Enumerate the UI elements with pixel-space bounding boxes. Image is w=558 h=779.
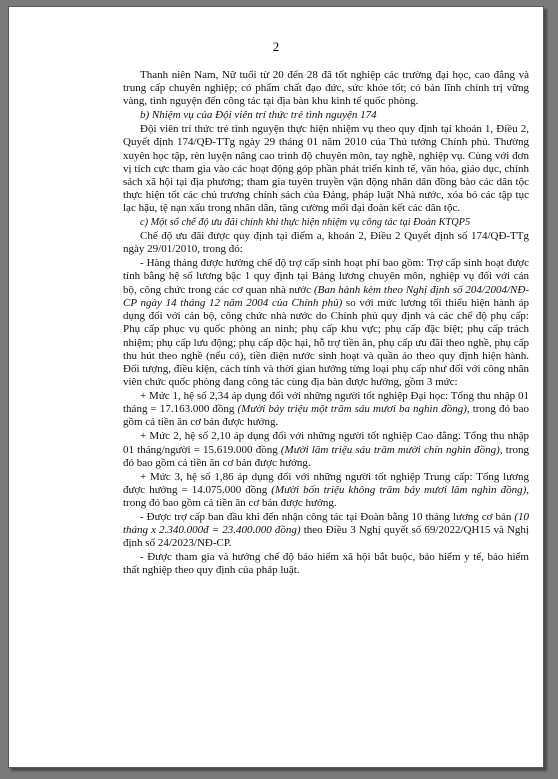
- paragraph-duties: Đội viên trí thức trẻ tình nguyện thực hiện nhiệm vụ theo quy định tại khoản 1, Điều 2, Quyết định 174/QĐ-TTg ngày 29 tháng 01 năm 2010 của Thủ tướng Chính phủ. Thường xuyên học tập, rèn luyện nâng cao trình độ chuyên môn, tay nghề, nghiệp vụ. Cùng với đơn vị tích cực tham gia vào các hoạt động góp phần phát triển kinh tế, văn hóa, giáo dục, chính sách xã hội tại địa phương; tham gia tuyên truyền vận động nhân dân đồng bào các dân tộc thực hiện tốt các chủ trương chính sách của Đảng, pháp luật Nhà nước, xóa bỏ các tập tục lạc hậu, tệ nạn xấu trong nhân dân, tăng cường mối đại đoàn kết các dân tộc.: [123, 123, 529, 215]
- text-run: theo Điều 3 Nghị quyết số 69/2022/QH15 và Nghị định số 24/2023/NĐ-CP.: [123, 524, 529, 550]
- paragraph-monthly-allowance: [123, 257, 529, 389]
- text-run: + Mức 3, hệ số 1,86 áp dụng đối với những người tốt nghiệp Trung cấp: Tổng lương được hưởng = 14.075.000 đồng: [123, 470, 529, 496]
- text-run-italic: (Mười bốn triệu không trăm bảy mươi lăm nghìn đồng): [271, 483, 527, 496]
- document-body: [123, 69, 529, 578]
- paragraph-initial-allowance: [123, 511, 529, 551]
- section-heading-duties: b) Nhiệm vụ của Đội viên trí thức trẻ tình nguyện 174: [140, 109, 377, 122]
- text-run: , trong đó bao gồm cả tiền ăn cơ bản được hưởng.: [123, 443, 529, 469]
- paragraph-eligibility: Thanh niên Nam, Nữ tuổi từ 20 đến 28 đã tốt nghiệp các trường đại học, cao đẳng và trung cấp chuyên nghiệp; có phẩm chất đạo đức, sức khỏe tốt; có bản lĩnh chính trị vững vàng, tình nguyện đến công tác tại địa bàn khu kinh tế quốc phòng.: [123, 69, 529, 108]
- paragraph-insurance: - Được tham gia và hưởng chế độ bảo hiểm xã hội bắt buộc, bảo hiểm y tế, bảo hiểm thất nghiệp theo quy định của pháp luật.: [123, 551, 529, 577]
- text-run: - Hàng tháng được hưởng chế độ trợ cấp sinh hoạt phí bao gồm: Trợ cấp sinh hoạt được tính bằng hệ số lương bậc 1 quy định tại Bảng lương chuyên môn, nghiệp vụ đối với cán bộ, công chức trong các cơ quan nhà nước: [123, 257, 529, 296]
- text-run: - Được trợ cấp ban đầu khi đến nhận công tác tại Đoàn bằng 10 tháng lương cơ bản: [140, 510, 515, 523]
- text-run: , trong đó bao gồm cả tiền ăn cơ bản được hưởng.: [123, 483, 529, 509]
- page-number: 2: [272, 39, 280, 54]
- text-run-italic: (Mười lăm triệu sáu trăm mười chín nghìn đồng): [280, 443, 500, 456]
- paragraph-level-3: [123, 471, 529, 511]
- paragraph-level-2: [123, 430, 529, 470]
- text-run: , trong đó bao gồm cả tiền ăn cơ bản được hưởng.: [123, 403, 529, 429]
- text-run-italic: (10 tháng x 2.340.000đ = 23.400.000 đồng): [123, 510, 529, 537]
- text-run-italic: (Ban hành kèm theo Nghị định số 204/2004/NĐ-CP ngày 14 tháng 12 năm 2004 của Chính phủ): [123, 283, 529, 309]
- text-run: + Mức 2, hệ số 2,10 áp dụng đối với những người tốt nghiệp Cao đẳng: Tổng thu nhập 01 tháng/người = 15.619.000 đồng: [123, 430, 529, 456]
- paragraph-level-1: [123, 390, 529, 430]
- text-run-italic: (Mười bảy triệu một trăm sáu mươi ba nghìn đồng): [237, 403, 467, 416]
- text-run: + Mức 1, hệ số 2,34 áp dụng đối với những người tốt nghiệp Đại học: Tổng thu nhập 01 tháng = 17.163.000 đồng: [123, 390, 529, 416]
- document-page: [8, 6, 544, 768]
- paragraph-benefits-intro: Chế độ ưu đãi được quy định tại điểm a, khoản 2, Điều 2 Quyết định số 174/QĐ-TTg ngày 29/01/2010, trong đó:: [123, 230, 529, 256]
- text-run: so với mức lương tối thiểu hiện hành áp dụng đối với cán bộ, công chức nhà nước do Chính phủ quy định và các chế độ phụ cấp: Phụ cấp phục vụ quốc phòng an ninh; phụ cấp khu vực; phụ cấp đặc biệt; phụ cấp trách nhiệm; phụ cấp lưu động; phụ cấp độc hại, hỗ trợ tiền ăn, phụ cấp ưu đãi theo nghề, phụ cấp thu hút theo nghề (nếu có), tiền điện nước sinh hoạt và quần áo theo quy định hiện hành. Đối tượng, điều kiện, cách tính và thời gian hưởng từng loại phụ cấp như đối với công nhân viên chức quốc phòng đang công tác cùng địa bàn được hưởng, gồm 3 mức:: [123, 296, 529, 389]
- section-heading-benefits: c) Một số chế độ ưu đãi chính khi thực hiện nhiệm vụ công tác tại Đoàn KTQP5: [140, 217, 471, 229]
